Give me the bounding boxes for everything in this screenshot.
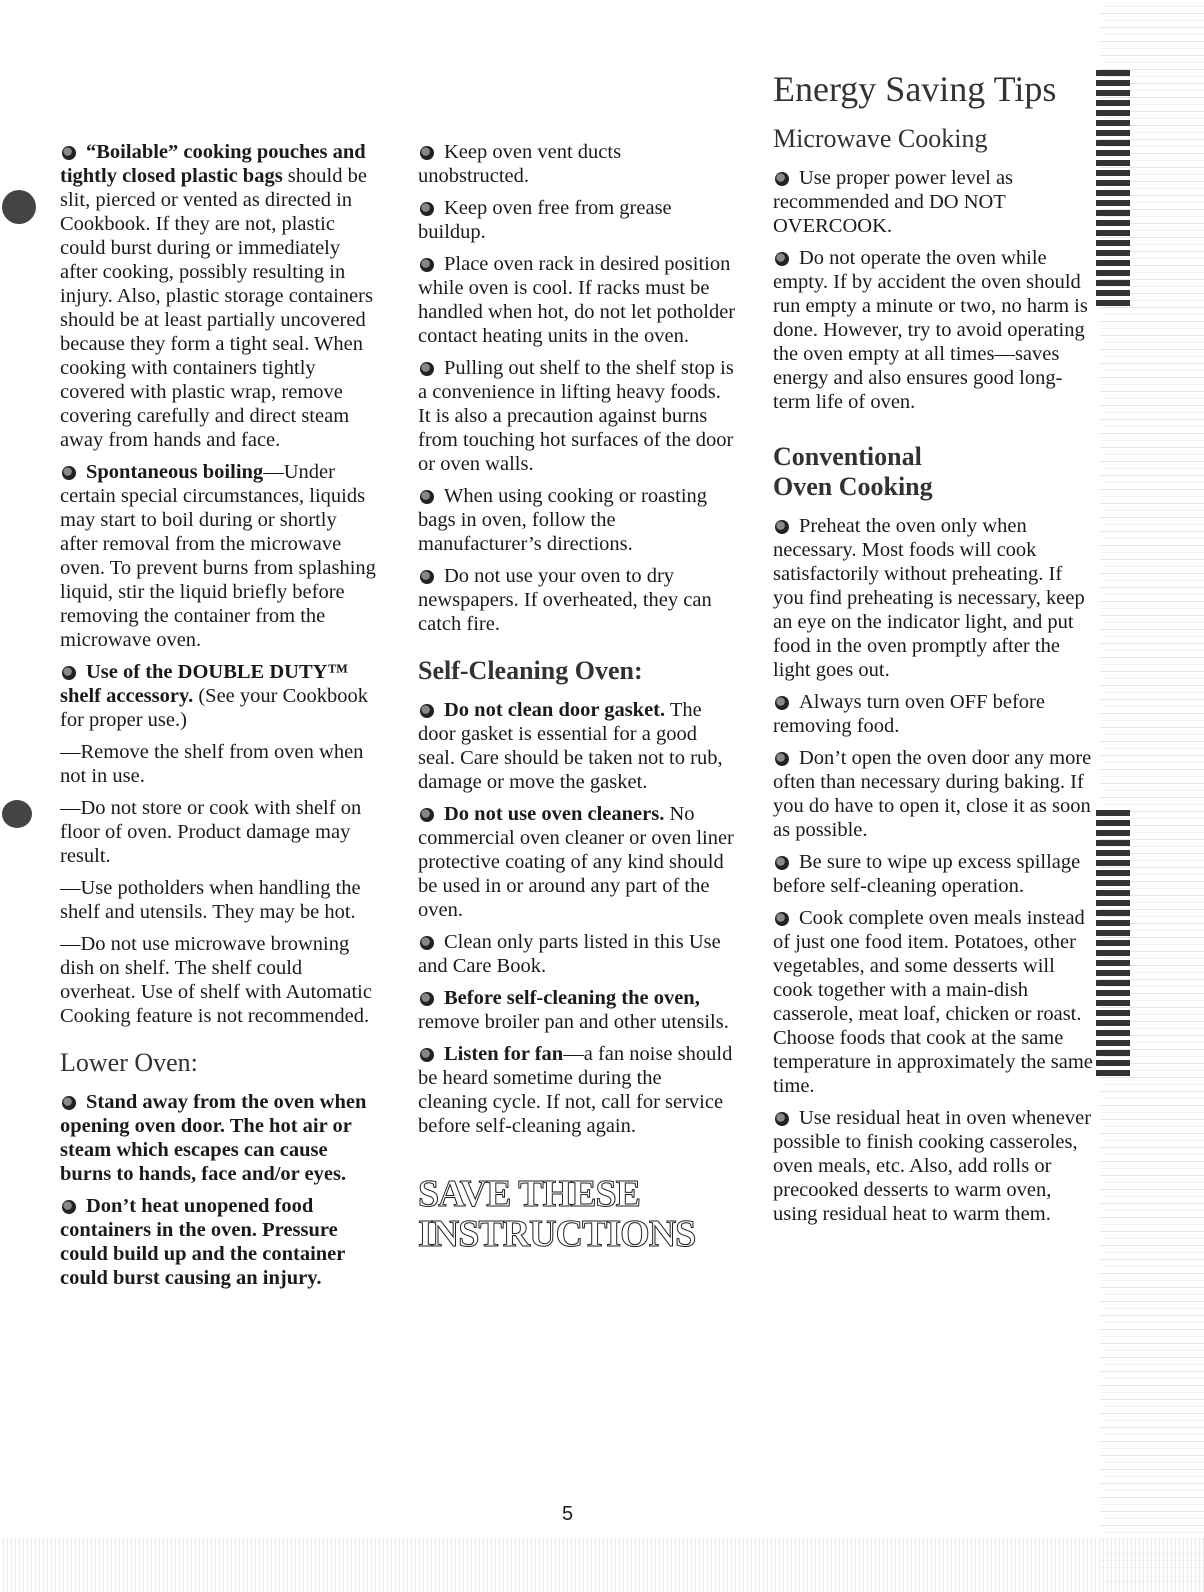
bullet-icon — [775, 172, 789, 186]
page-title: Energy Saving Tips — [773, 69, 1057, 109]
paragraph-listen-for-fan: Listen for fan—a fan noise should be heard sometime during the cleaning cycle. If not, call for service before self-cleaning again. — [418, 1043, 733, 1137]
microwave-cooking-heading: Microwave Cooking — [773, 124, 988, 153]
paragraph-browning-dish: —Do not use microwave browning dish on shelf. The shelf could overheat. Use of shelf with Automatic Cooking feature is not recommended. — [60, 933, 372, 1027]
bullet-icon — [420, 992, 434, 1006]
bullet-icon — [420, 1048, 434, 1062]
paragraph-remove-shelf: —Remove the shelf from oven when not in use. — [60, 741, 364, 787]
edge-bar-marks — [1096, 70, 1130, 310]
page-number: 5 — [562, 1503, 574, 1525]
save-instructions-heading: SAVE THESE INSTRUCTIONS — [418, 1173, 696, 1255]
bullet-icon — [420, 146, 434, 160]
column-3 — [773, 60, 1095, 1234]
bullet-icon — [775, 252, 789, 266]
paragraph-spontaneous-boiling: Spontaneous boiling—Under certain special circumstances, liquids may start to boil during or shortly after removal from the microwave oven. To prevent burns from splashing liquid, stir the liquid briefly before removing the container from the microwave oven. — [60, 461, 376, 651]
paragraph-oven-rack: Place oven rack in desired position while oven is cool. If racks must be handled when hot, do not let potholder contact heating units in the oven. — [418, 253, 736, 347]
paragraph-door-gasket: Do not clean door gasket. The door gasket is essential for a good seal. Care should be taken not to rub, damage or move the gasket. — [418, 699, 723, 793]
paragraph-empty-oven: Do not operate the oven while empty. If by accident the oven should run empty a minute or two, no harm is done. However, try to avoid operating the oven empty at all times—saves energy and also ensures good long-term life of oven. — [773, 247, 1088, 413]
bullet-icon — [62, 1096, 76, 1110]
paragraph-complete-meals: Cook complete oven meals instead of just one food item. Potatoes, other vegetables, and some desserts will cook together with a main-dish casserole, meat loaf, chicken or roast. Choose foods that cook at the same temperature in approximately the same time. — [773, 907, 1093, 1097]
paragraph-unopened-food: Don’t heat unopened food containers in the oven. Pressure could build up and the container could burst causing an injury. — [60, 1195, 345, 1289]
bullet-icon — [420, 570, 434, 584]
paragraph-before-self-cleaning: Before self-cleaning the oven, remove broiler pan and other utensils. — [418, 987, 729, 1033]
bullet-icon — [62, 1200, 76, 1214]
paragraph-do-not-store: —Do not store or cook with shelf on floor of oven. Product damage may result. — [60, 797, 362, 867]
bullet-icon — [775, 912, 789, 926]
bullet-icon — [62, 666, 76, 680]
self-cleaning-heading: Self-Cleaning Oven: — [418, 656, 643, 685]
paragraph-grease: Keep oven free from grease buildup. — [418, 197, 672, 243]
paragraph-oven-door: Don’t open the oven door any more often than necessary during baking. If you do have to open it, close it as soon as possible. — [773, 747, 1092, 841]
paragraph-residual-heat: Use residual heat in oven whenever possible to finish cooking casseroles, oven meals, etc. Also, add rolls or precooked desserts to warm oven, using residual heat to warm them. — [773, 1107, 1092, 1225]
bullet-icon — [775, 752, 789, 766]
paragraph-preheat: Preheat the oven only when necessary. Most foods will cook satisfactorily without preheating. If you find preheating is necessary, keep an eye on the indicator light, and put food in the oven promptly after the light goes out. — [773, 515, 1085, 681]
paragraph-power-level: Use proper power level as recommended and DO NOT OVERCOOK. — [773, 167, 1014, 237]
bullet-icon — [420, 258, 434, 272]
edge-bar-marks — [1096, 810, 1130, 1080]
paragraph-clean-parts: Clean only parts listed in this Use and Care Book. — [418, 931, 721, 977]
bullet-icon — [62, 466, 76, 480]
bullet-icon — [775, 1112, 789, 1126]
conventional-oven-heading: Conventional Oven Cooking — [773, 442, 933, 501]
bullet-icon — [420, 202, 434, 216]
paragraph-boilable-pouches: “Boilable” cooking pouches and tightly closed plastic bags should be slit, pierced or vented as directed in Cookbook. If they are not, plastic could burst during or immediately after cooking, possibly resulting in injury. Also, plastic storage containers should be at least partially uncovered because they form a tight seal. When cooking with containers tightly covered with plastic wrap, remove covering carefully and direct steam away from hands and face. — [60, 141, 373, 451]
bullet-icon — [420, 704, 434, 718]
paragraph-stand-away: Stand away from the oven when opening oven door. The hot air or steam which escapes can cause burns to hands, face and/or eyes. — [60, 1091, 367, 1185]
bullet-icon — [420, 362, 434, 376]
paragraph-roasting-bags: When using cooking or roasting bags in oven, follow the manufacturer’s directions. — [418, 485, 708, 555]
column-1 — [60, 140, 378, 1298]
paragraph-spillage: Be sure to wipe up excess spillage before self-cleaning operation. — [773, 851, 1081, 897]
paragraph-shelf-stop: Pulling out shelf to the shelf stop is a convenience in lifting heavy foods. It is also a precaution against burns from touching hot surfaces of the door or oven walls. — [418, 357, 734, 475]
column-2 — [418, 140, 736, 1254]
binder-hole-mark — [2, 190, 36, 224]
lower-oven-heading: Lower Oven: — [60, 1048, 198, 1077]
bullet-icon — [420, 936, 434, 950]
paragraph-use-potholders: —Use potholders when handling the shelf and utensils. They may be hot. — [60, 877, 361, 923]
paragraph-oven-cleaners: Do not use oven cleaners. No commercial oven cleaner or oven liner protective coating of any kind should be used in or around any part of the oven. — [418, 803, 734, 921]
paragraph-double-duty-shelf: Use of the DOUBLE DUTY™ shelf accessory. (See your Cookbook for proper use.) — [60, 661, 369, 731]
binder-hole-mark — [2, 800, 32, 828]
paragraph-vent-ducts: Keep oven vent ducts unobstructed. — [418, 141, 622, 187]
bullet-icon — [775, 696, 789, 710]
bullet-icon — [420, 490, 434, 504]
bullet-icon — [775, 856, 789, 870]
scan-bottom-noise — [0, 1538, 1204, 1592]
bullet-icon — [62, 146, 76, 160]
bullet-icon — [775, 520, 789, 534]
paragraph-turn-off: Always turn oven OFF before removing food. — [773, 691, 1045, 737]
paragraph-newspapers: Do not use your oven to dry newspapers. If overheated, they can catch fire. — [418, 565, 712, 635]
bullet-icon — [420, 808, 434, 822]
